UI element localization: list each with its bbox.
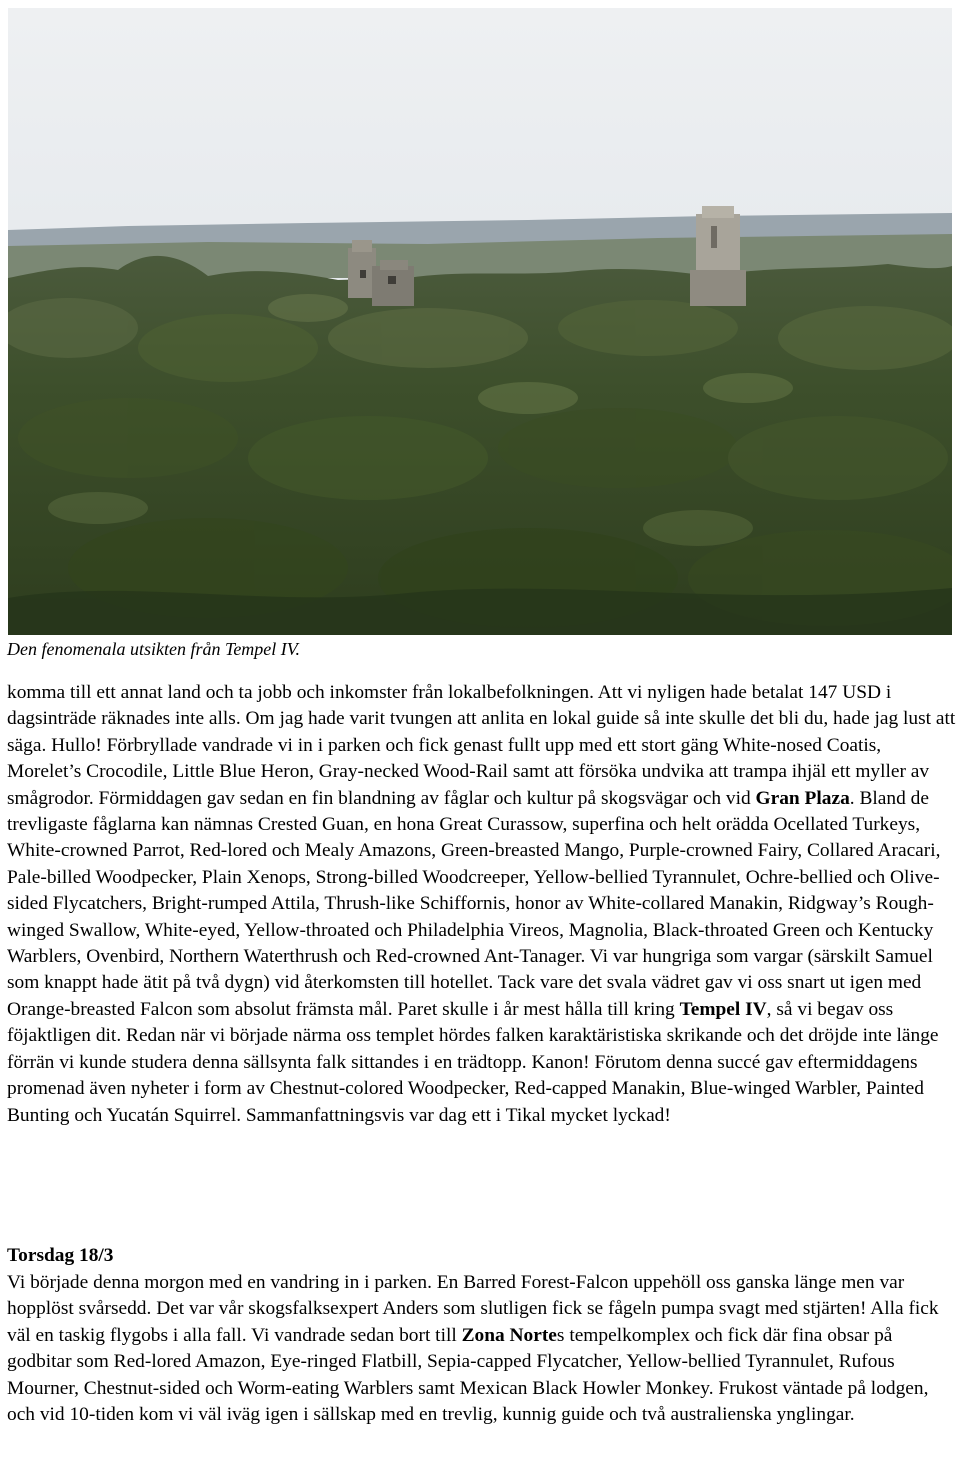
text-segment: Vi började denna morgon med en vandring in i parken. En Barred Forest-Falcon uppehöll oss ganska länge men var hopplöst svårsedd. Det var vår skogsfalksexpert Anders som slutligen fick se fågeln pumpa svagt med stjärten! Alla fick väl en taskig flygobs i alla fall. Vi vandrade sedan bort till (7, 1272, 939, 1346)
place-tempel-iv: Tempel IV (679, 998, 767, 1020)
place-gran-plaza: Gran Plaza (755, 787, 850, 809)
paragraph-day1 (7, 680, 957, 1129)
text-segment: s tempelkomplex och fick där fina obsar på godbitar som Red-lored Amazon, Eye-ringed Flatbill, Sepia-capped Flycatcher, Yellow-bellied Tyrannulet, Rufous Mourner, Chestnut-sided och Worm-eating Warblers samt Mexican Black Howler Monkey. Frukost väntade på lodgen, och vid 10-tiden kom vi väl iväg igen i sällskap med en trevlig, kunnig guide och två australienska ynglingar. (7, 1324, 929, 1426)
jungle-temple-photo (8, 8, 952, 635)
place-zona-norte: Zona Norte (461, 1324, 557, 1346)
section-heading-torsdag: Torsdag 18/3 (7, 1245, 114, 1266)
paragraph-day2 (7, 1270, 957, 1428)
text-segment: komma till ett annat land och ta jobb och inkomster från lokalbefolkningen. Att vi nyligen hade betalat 147 USD i dagsinträde räknades inte alls. Om jag hade varit tvungen att anlita en lokal guide så inte skulle det bli du, hade jag lust att säga. Hullo! Förbryllade vandrade vi in i parken och fick genast fullt upp med ett stort gäng White-nosed Coatis, Morelet’s Crocodile, Little Blue Heron, Gray-necked Wood-Rail samt att försöka undvika att trampa ihjäl ett myller av smågrodor. Förmiddagen gav sedan en fin blandning av fåglar och kultur på skogsvägar och vid (7, 682, 956, 809)
text-segment: . Bland de trevligaste fåglarna kan nämnas Crested Guan, en hona Great Curassow, superfina och helt orädda Ocellated Turkeys, White-crowned Parrot, Red-lored och Mealy Amazons, Green-breasted Mango, Purple-crowned Fairy, Collared Aracari, Pale-billed Woodpecker, Plain Xenops, Strong-billed Woodcreeper, Yellow-bellied Tyrannulet, Ochre-bellied och Olive-sided Flycatchers, Bright-rumped Attila, Thrush-like Schiffornis, honor av White-collared Manakin, Ridgway’s Rough-winged Swallow, White-eyed, Yellow-throated och Philadelphia Vireos, Magnolia, Black-throated Green och Kentucky Warblers, Ovenbird, Northern Waterthrush och Red-crowned Ant-Tanager. Vi var hungriga som vargar (särskilt Samuel som knappt hade ätit på två dygn) vid återkomsten till hotellet. Tack vare det svala vädret gav vi oss snart ut igen med Orange-breasted Falcon som absolut främsta mål. Paret skulle i år mest hålla till kring (7, 787, 941, 1020)
text-segment: , så vi begav oss föjaktligen dit. Redan när vi började närma oss templet hördes falken karaktäristiska skrikande och det dröjde inte länge förrän vi kunde studera denna sällsynta falk sittandes i en trädtopp. Kanon! Förutom denna succé gav eftermiddagens promenad även nyheter i form av Chestnut-colored Woodpecker, Red-capped Manakin, Blue-winged Warbler, Painted Bunting och Yucatán Squirrel. Sammanfattningsvis var dag ett i Tikal mycket lyckad! (7, 998, 939, 1126)
photo-caption: Den fenomenala utsikten från Tempel IV. (7, 639, 300, 659)
